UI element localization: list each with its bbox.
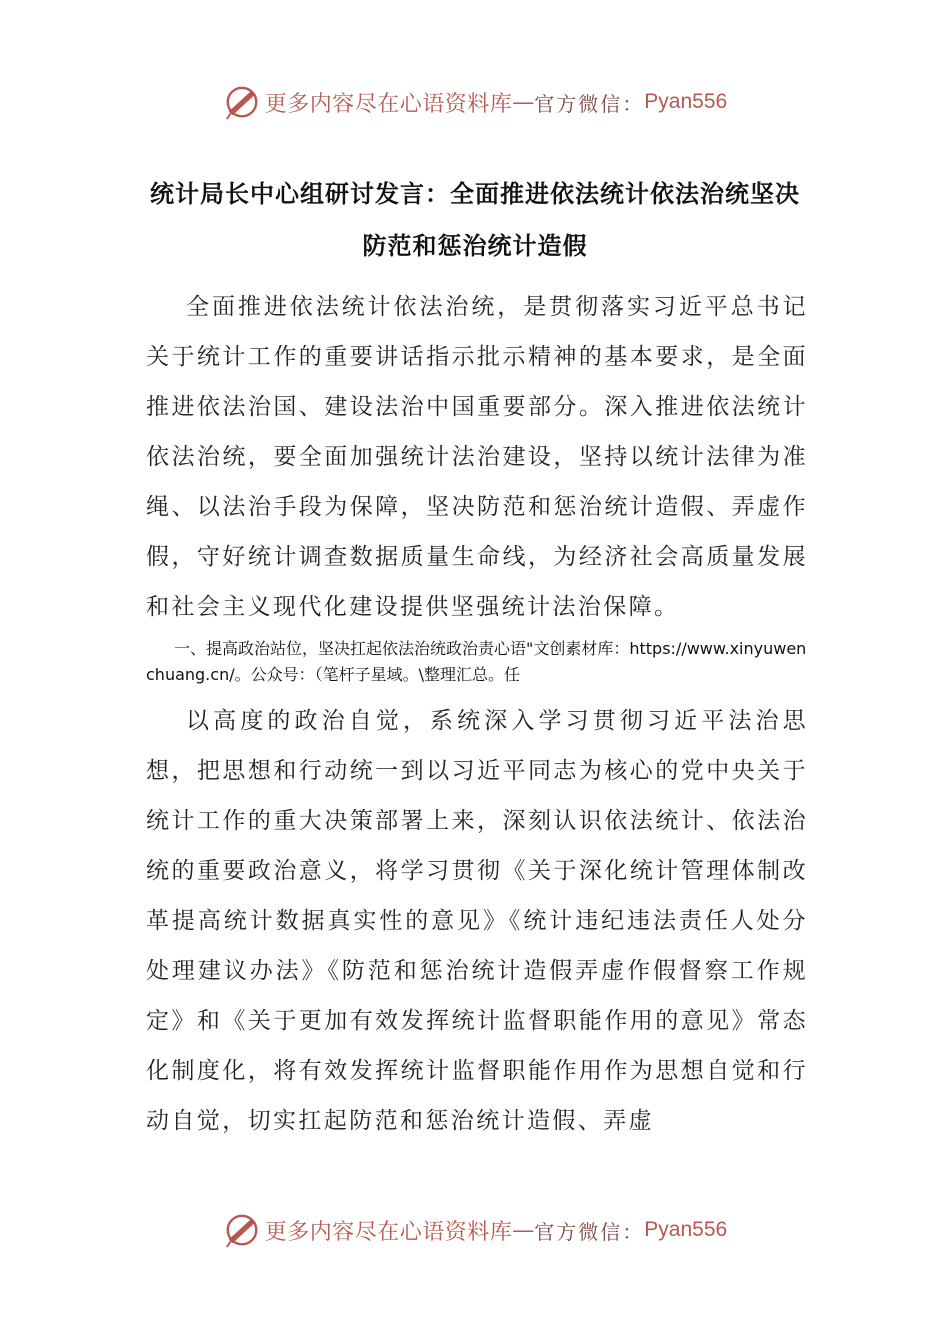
section-heading-1: 一、提高政治站位，坚决扛起依法治统政治责心语"文创素材库：https://www.xinyuwenchuang.cn/。公众号：（笔杆子星域。\整理汇总。任: [146, 639, 807, 684]
header-banner: [0, 80, 950, 124]
footer-banner: [0, 1208, 950, 1252]
banner-wechat-id: Pyan556: [644, 1218, 728, 1241]
banner-separator: —: [512, 1217, 535, 1243]
banner-wechat-id: Pyan556: [644, 90, 728, 113]
pen-logo-icon: [223, 1211, 261, 1249]
body-paragraph-2: 以高度的政治自觉，系统深入学习贯彻习近平法治思想，把思想和行动统一到以习近平同志为核心的党中央关于统计工作的重大决策部署上来，深刻认识依法统计、依法治统的重要政治意义，将学习贯彻《关于深化统计管理体制改革提高统计数据真实性的意见》《统计违纪违法责任人处分处理建议办法》《防范和惩治统计造假弄虚作假督察工作规定》和《关于更加有效发挥统计监督职能作用的意见》常态化制度化，将有效发挥统计监督职能作用作为思想自觉和行动自觉，切实扛起防范和惩治统计造假、弄虚: [146, 708, 808, 1134]
body-paragraph-1: 全面推进依法统计依法治统，是贯彻落实习近平总书记关于统计工作的重要讲话指示批示精神的基本要求，是全面推进依法治国、建设法治中国重要部分。深入推进依法统计依法治统，要全面加强统计法治建设，坚持以统计法律为准绳、以法治手段为保障，坚决防范和惩治统计造假、弄虚作假，守好统计调查数据质量生命线，为经济社会高质量发展和社会主义现代化建设提供坚强统计法治保障。: [146, 294, 808, 620]
banner-wechat-label: 官方微信：: [534, 1219, 645, 1244]
banner-title: 更多内容尽在心语资料库: [264, 91, 513, 117]
banner-wechat-label: 官方微信：: [534, 91, 645, 116]
pen-logo-icon: [223, 83, 261, 121]
banner-separator: —: [512, 89, 535, 115]
banner-title: 更多内容尽在心语资料库: [264, 1219, 513, 1245]
document-title: 统计局长中心组研讨发言：全面推进依法统计依法治统坚决防范和惩治统计造假: [150, 180, 800, 260]
